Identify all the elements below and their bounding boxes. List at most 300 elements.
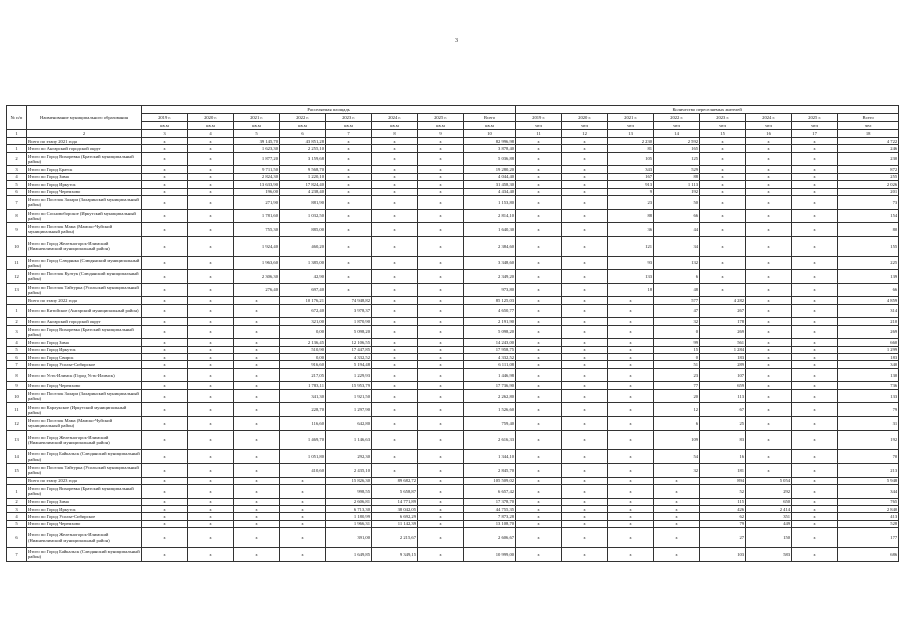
people-cell: 88 [654,173,700,180]
row-number: 6 [7,528,27,548]
area-cell: x [418,417,464,431]
people-cell: 79 [838,403,899,417]
people-cell: 133 [838,389,899,403]
people-cell: x [562,209,608,223]
area-cell: x [418,223,464,237]
people-cell: 18 [608,283,654,297]
area-cell: 271,90 [234,195,280,209]
area-cell: 9 349,15 [372,547,418,561]
area-cell: x [142,450,188,464]
area-cell: x [326,188,372,195]
row-name: Итого по Город Вихоревка (Братский муниципальный район) [27,152,142,166]
people-cell: 88 [608,209,654,223]
people-cell: x [654,528,700,548]
area-cell: x [142,368,188,382]
area-cell: 2 255,10 [280,145,326,152]
area-cell: x [372,188,418,195]
people-cell: 577 [654,297,700,304]
area-cell: 2 349,20 [464,270,516,284]
row-name: Итого по Поселок Мама (Мамско-Чуйский муниципальный район) [27,223,142,237]
row-number: 1 [7,484,27,498]
people-cell: 210 [838,318,899,325]
table-row [7,430,899,450]
people-cell: x [608,463,654,477]
people-cell: x [792,368,838,382]
people-cell: x [516,236,562,256]
people-cell: x [562,173,608,180]
people-cell: 426 [700,505,746,512]
area-unit-header: кв.м [326,122,372,130]
area-cell: x [418,463,464,477]
area-cell: 2 616,33 [464,430,516,450]
area-cell: x [418,166,464,173]
people-cell: 125 [654,152,700,166]
area-cell: x [418,270,464,284]
row-number: 11 [7,403,27,417]
table-row [7,256,899,270]
table-row [7,166,899,173]
area-cell: x [326,145,372,152]
people-cell: x [700,173,746,180]
area-cell: 15 953,79 [326,382,372,389]
people-cell: x [746,318,792,325]
area-cell: x [188,513,234,520]
people-cell: 344 [838,484,899,498]
people-cell: x [792,382,838,389]
area-cell: x [188,484,234,498]
area-cell: 6 692,29 [372,513,418,520]
people-cell: x [516,318,562,325]
row-name: Итого по Город Иркутск [27,181,142,188]
area-cell: 1 640,30 [464,223,516,237]
people-cell: x [746,256,792,270]
people-cell: x [516,173,562,180]
table-row [7,528,899,548]
table-row [7,283,899,297]
people-cell: x [700,152,746,166]
people-cell: 81 [608,145,654,152]
area-cell: x [418,195,464,209]
row-number: 5 [7,520,27,527]
people-cell: x [792,463,838,477]
area-cell: x [372,152,418,166]
area-cell: x [418,361,464,368]
area-cell: x [142,256,188,270]
area-cell: 510,90 [280,346,326,353]
area-cell: 17 447,85 [326,346,372,353]
area-cell: x [372,389,418,403]
people-cell: x [516,166,562,173]
area-cell: 6 713,30 [326,505,372,512]
table-row [7,484,899,498]
people-cell: x [516,346,562,353]
area-cell: x [234,463,280,477]
row-name: Итого по Город Иркутск [27,505,142,512]
area-cell: x [418,477,464,484]
area-cell: x [142,505,188,512]
area-cell: 19 280,20 [464,166,516,173]
people-cell: x [700,236,746,256]
area-cell: x [188,152,234,166]
people-cell: x [792,325,838,339]
table-row [7,195,899,209]
area-cell: x [142,346,188,353]
people-cell: x [792,297,838,304]
people-unit-header: чел [608,122,654,130]
area-cell: x [326,181,372,188]
row-name: Итого по Карлукское (Иркутский муниципальный район) [27,403,142,417]
area-cell: x [372,181,418,188]
table-row [7,188,899,195]
people-cell: x [792,270,838,284]
people-cell: 12 [654,403,700,417]
people-cell: 79 [700,520,746,527]
people-cell: x [700,256,746,270]
area-cell: 1 051,80 [280,450,326,464]
people-cell: 2 230 [608,138,654,145]
area-cell: 116,60 [280,417,326,431]
people-cell: x [746,389,792,403]
row-number: 14 [7,450,27,464]
area-cell: x [234,354,280,361]
people-cell: x [608,297,654,304]
area-cell: 2 136,45 [280,339,326,346]
area-cell: x [372,361,418,368]
table-row [7,382,899,389]
people-cell: 4 282 [700,297,746,304]
people-cell: 23 [608,195,654,209]
area-cell: 2 606,67 [464,528,516,548]
column-number: 13 [608,130,654,138]
people-cell: x [792,403,838,417]
area-cell: x [234,318,280,325]
area-year-header: 2021 г. [234,114,280,122]
area-cell: x [188,325,234,339]
area-cell: x [234,520,280,527]
column-number: 8 [372,130,418,138]
people-year-header: 2020 г. [562,114,608,122]
area-cell: 89 682,72 [372,477,418,484]
column-number: 2 [27,130,142,138]
area-cell: 1 526,60 [464,403,516,417]
people-cell: x [792,520,838,527]
area-cell: x [372,209,418,223]
row-name: Итого по Усть-Илимск (Город Усть-Илимск) [27,368,142,382]
people-cell: x [516,138,562,145]
row-number: 10 [7,389,27,403]
area-cell: x [280,547,326,561]
area-cell: x [142,339,188,346]
row-name: Итого по Поселок Тайтурка (Усольский муниципальный район) [27,283,142,297]
people-cell: x [654,484,700,498]
people-cell: x [608,520,654,527]
area-cell: x [326,173,372,180]
people-cell: x [516,256,562,270]
people-cell: x [608,528,654,548]
row-number: 12 [7,270,27,284]
table-row [7,505,899,512]
people-cell: x [792,547,838,561]
area-cell: 9 568,70 [280,166,326,173]
people-cell: 62 [700,513,746,520]
people-cell: x [516,354,562,361]
people-unit-header: чел [562,122,608,130]
row-number: 9 [7,382,27,389]
people-cell: 23 [654,368,700,382]
people-cell: 686 [838,547,899,561]
people-cell: x [516,188,562,195]
people-cell: x [516,450,562,464]
people-cell: x [746,361,792,368]
area-cell: x [188,368,234,382]
area-cell: 85 125,03 [464,297,516,304]
people-cell: 2 840 [838,505,899,512]
area-cell: x [188,209,234,223]
area-cell: x [372,430,418,450]
people-cell: x [700,166,746,173]
area-cell: x [142,325,188,339]
people-cell: x [516,477,562,484]
people-cell: x [654,505,700,512]
area-cell: x [188,270,234,284]
people-cell: x [516,339,562,346]
people-cell: x [516,403,562,417]
area-cell: x [372,283,418,297]
people-cell: x [608,304,654,318]
area-cell: x [142,318,188,325]
area-cell: x [142,297,188,304]
people-cell: 4 722 [838,138,899,145]
people-cell: 36 [608,223,654,237]
area-cell: x [188,498,234,505]
people-unit-header: чел [838,122,899,130]
people-cell: x [792,236,838,256]
area-cell: x [188,236,234,256]
people-cell: 27 [700,528,746,548]
people-cell: x [654,520,700,527]
area-cell: x [188,166,234,173]
row-name: Итого по Поселок Култук (Слюдянский муниципальный район) [27,270,142,284]
area-cell: x [188,505,234,512]
area-cell: 697,40 [280,283,326,297]
area-cell: 755,30 [234,223,280,237]
area-cell: x [326,223,372,237]
area-year-header: 2020 г. [188,114,234,122]
people-cell: x [654,498,700,505]
area-cell: 276,40 [234,283,280,297]
people-cell: x [792,346,838,353]
people-cell: x [516,145,562,152]
area-cell: x [372,223,418,237]
area-cell: 410,60 [280,463,326,477]
people-cell: x [654,513,700,520]
area-cell: 74 948,82 [326,297,372,304]
area-cell: x [234,368,280,382]
people-cell: 225 [838,256,899,270]
people-cell: x [608,403,654,417]
area-cell: 642,80 [326,417,372,431]
people-cell: 47 [654,304,700,318]
area-cell: x [326,138,372,145]
area-cell: 6 657,42 [464,484,516,498]
people-cell: x [792,361,838,368]
people-cell: x [792,339,838,346]
people-cell: 413 [838,513,899,520]
people-cell: 31 [838,417,899,431]
people-cell: x [608,361,654,368]
area-cell: 1 385,00 [280,256,326,270]
row-number: 5 [7,346,27,353]
area-cell: x [280,528,326,548]
area-cell: x [418,520,464,527]
people-cell: x [654,477,700,484]
area-cell: x [418,283,464,297]
area-cell: 1 870,90 [326,318,372,325]
row-name: Итого по Город Черемхово [27,188,142,195]
people-cell: 5 054 [746,477,792,484]
people-cell: x [792,484,838,498]
people-cell: x [516,463,562,477]
area-cell: x [326,236,372,256]
people-cell: x [516,325,562,339]
area-cell: x [234,361,280,368]
area-cell: x [188,361,234,368]
area-cell: x [372,463,418,477]
people-cell: x [562,188,608,195]
people-cell: 83 [700,430,746,450]
people-cell: 34 [654,236,700,256]
people-cell: 132 [654,256,700,270]
area-unit-header: кв.м [234,122,280,130]
area-cell: x [142,389,188,403]
area-cell: 105 509,02 [464,477,516,484]
people-cell: x [700,223,746,237]
people-cell: 66 [654,209,700,223]
row-name: Итого по Город Байкальск (Слюдянский муниципальный район) [28,451,140,462]
people-cell: x [562,430,608,450]
people-cell: 48 [654,283,700,297]
area-cell: 4 332,52 [326,354,372,361]
area-cell: x [188,346,234,353]
people-cell: x [792,138,838,145]
table-row [7,209,899,223]
header-row-column-numbers [7,130,899,138]
area-cell: x [188,389,234,403]
people-cell: x [608,389,654,403]
area-cell: 1 623,30 [234,145,280,152]
area-cell: 2 215,67 [372,528,418,548]
area-cell: 17 824,40 [280,181,326,188]
people-cell: x [516,498,562,505]
area-cell: 881,90 [280,195,326,209]
row-name: Итого по Город Усолье-Сибирское [27,361,142,368]
people-cell: 77 [654,382,700,389]
row-number: 5 [7,181,27,188]
area-cell: x [142,403,188,417]
people-cell: x [792,173,838,180]
area-cell: 5 194,48 [326,361,372,368]
area-cell: x [326,270,372,284]
area-cell: 916,60 [280,361,326,368]
people-cell: x [562,304,608,318]
area-cell: 5 658,87 [372,484,418,498]
table-row [7,361,899,368]
people-cell: x [746,145,792,152]
area-cell: x [372,450,418,464]
area-cell: x [142,166,188,173]
people-cell: 528 [838,520,899,527]
area-unit-header: кв.м [280,122,326,130]
people-cell: x [562,403,608,417]
people-cell: x [792,181,838,188]
area-cell: x [142,283,188,297]
row-number: 8 [7,368,27,382]
people-cell: 351 [746,513,792,520]
people-cell: 155 [838,236,899,256]
area-cell: 196,00 [234,188,280,195]
people-cell: x [562,318,608,325]
area-cell: x [234,339,280,346]
column-number: 3 [142,130,188,138]
area-cell: x [372,368,418,382]
area-cell: 1 146,63 [326,430,372,450]
people-cell: x [792,450,838,464]
area-cell: x [142,361,188,368]
people-cell: x [562,354,608,361]
area-cell: 1 921,50 [326,389,372,403]
row-name: Всего по этапу 2023 года [27,477,142,484]
people-cell: 130 [838,368,899,382]
people-cell: 121 [608,236,654,256]
area-cell: x [142,382,188,389]
area-cell: x [418,513,464,520]
people-cell: x [562,145,608,152]
row-number [7,297,27,304]
people-cell: 246 [838,145,899,152]
column-number: 16 [746,130,792,138]
people-cell: 52 [700,484,746,498]
people-cell: 6 [654,417,700,431]
area-cell: 1 781,60 [234,209,280,223]
area-cell: 5 036,88 [464,152,516,166]
area-cell: 4 238,40 [280,188,326,195]
row-name: Итого по Поселок Залари (Заларинский муниципальный район) [27,389,142,403]
area-cell: 1 469,70 [280,430,326,450]
people-cell: x [516,430,562,450]
area-cell: 2 384,60 [464,236,516,256]
area-cell: 6 111,08 [464,361,516,368]
area-cell: x [418,484,464,498]
row-name: Итого по Город Черемхово [27,520,142,527]
people-cell: 32 [654,318,700,325]
area-cell: x [142,145,188,152]
area-cell: 10 176,21 [280,297,326,304]
area-cell: x [418,354,464,361]
people-cell: x [562,513,608,520]
people-cell: x [516,195,562,209]
people-cell: 165 [654,145,700,152]
area-cell: x [418,505,464,512]
people-cell: 230 [838,152,899,166]
people-cell: x [516,270,562,284]
column-number: 15 [700,130,746,138]
people-cell: x [562,547,608,561]
people-cell: x [516,152,562,166]
area-cell: 4 332,52 [464,354,516,361]
people-cell: 44 [654,223,700,237]
people-cell: x [516,513,562,520]
people-cell: 32 [654,463,700,477]
